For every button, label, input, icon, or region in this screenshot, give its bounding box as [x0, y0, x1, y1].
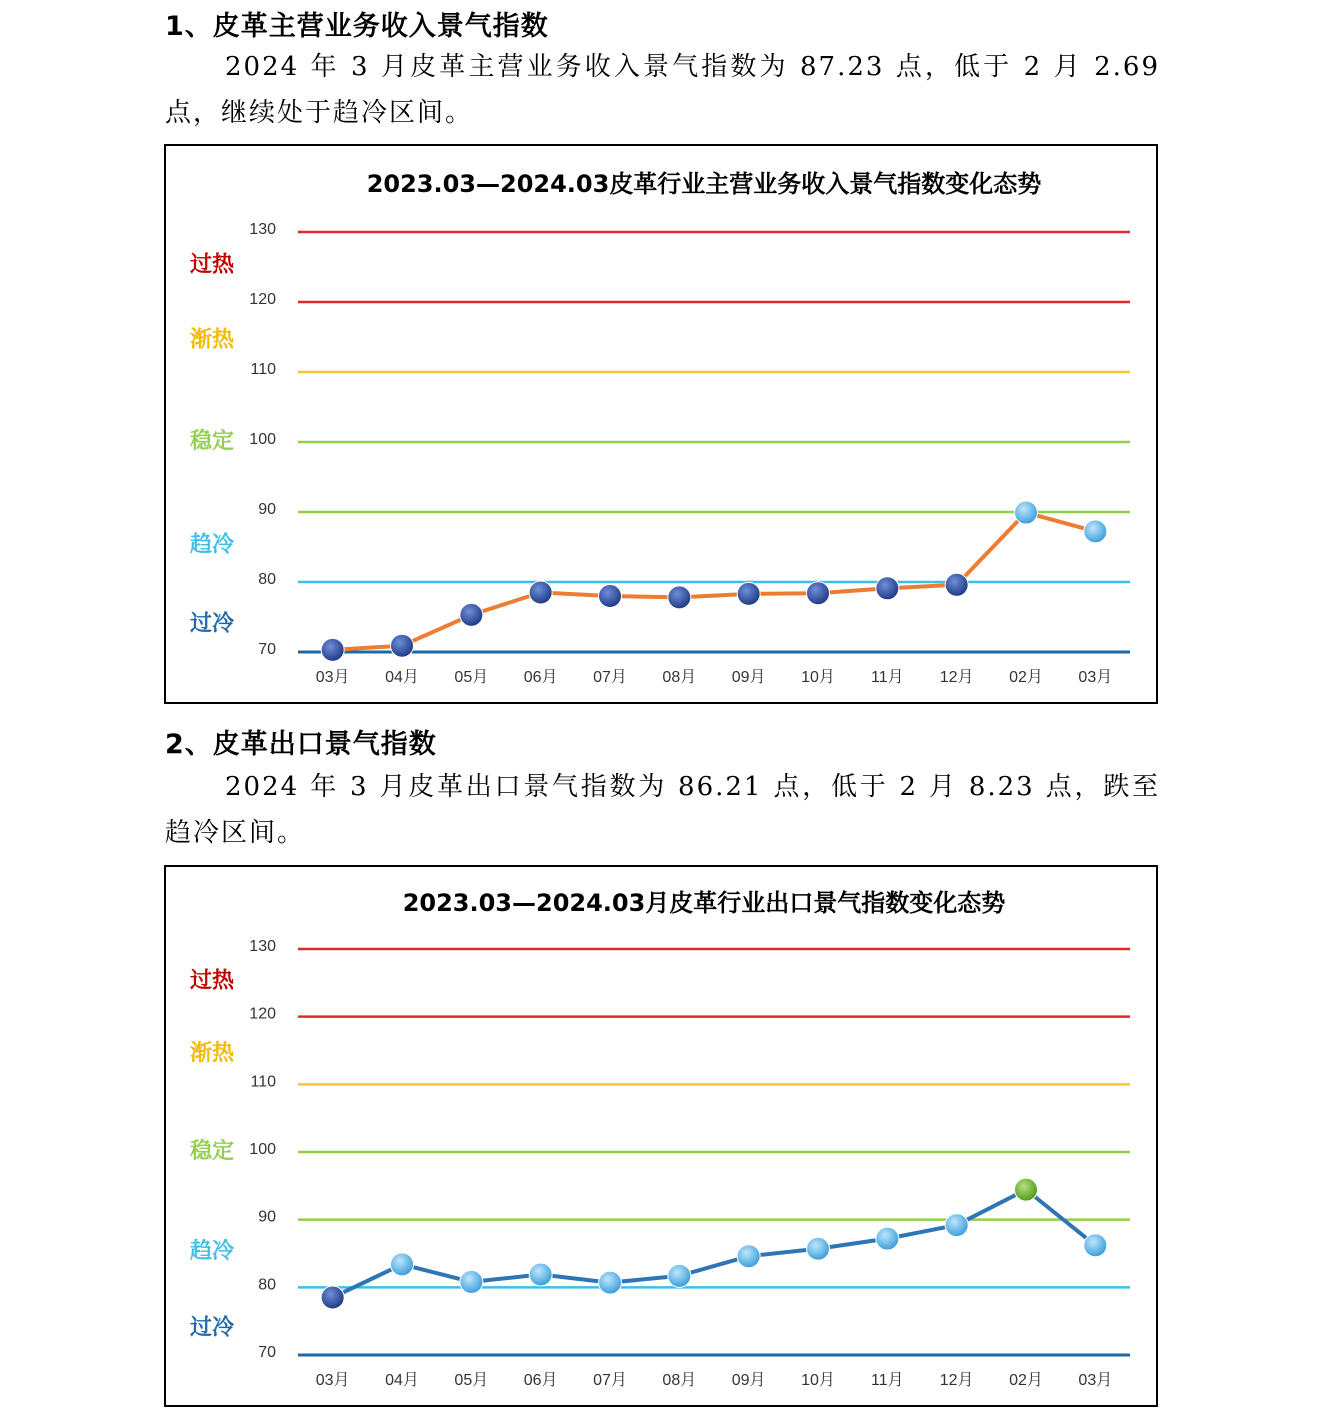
chart-title: 2023.03—2024.03皮革行业主营业务收入景气指数变化态势 — [366, 170, 1042, 198]
x-tick-label: 08月 — [662, 1372, 697, 1389]
data-point — [460, 1270, 483, 1293]
zone-label: 趋冷 — [190, 1239, 235, 1265]
section1-paragraph — [165, 44, 1160, 136]
x-tick-label: 05月 — [454, 1372, 489, 1389]
section2-heading: 2、皮革出口景气指数 — [165, 729, 437, 760]
data-point — [529, 581, 552, 604]
zone-label: 稳定 — [190, 1138, 235, 1164]
y-tick-label: 120 — [249, 291, 276, 308]
data-point — [1015, 501, 1038, 524]
y-tick-label: 100 — [249, 431, 276, 448]
x-tick-label: 02月 — [1009, 1372, 1043, 1389]
x-tick-label: 06月 — [523, 669, 558, 686]
data-point — [599, 585, 622, 608]
section1-paragraph-text: 2024 年 3 月皮革主营业务收入景气指数为 87.23 点，低于 2 月 2.69 点，继续处于趋冷区间。 — [165, 52, 1160, 128]
x-tick-label: 02月 — [1009, 669, 1043, 686]
x-tick-label: 12月 — [939, 1372, 974, 1389]
zone-label: 趋冷 — [190, 532, 235, 558]
zone-label: 过热 — [190, 968, 235, 994]
y-tick-label: 120 — [249, 1005, 276, 1023]
zone-label: 过冷 — [190, 1315, 235, 1341]
y-tick-label: 80 — [258, 571, 276, 588]
data-point — [529, 1263, 552, 1286]
zone-label: 过热 — [190, 252, 235, 278]
zone-label: 渐热 — [190, 327, 235, 353]
x-tick-label: 03月 — [315, 669, 350, 686]
x-tick-label: 07月 — [593, 1372, 627, 1389]
x-tick-label: 11月 — [871, 1372, 904, 1389]
y-tick-label: 130 — [249, 221, 276, 238]
y-tick-label: 70 — [258, 641, 276, 658]
y-tick-label: 110 — [250, 1073, 276, 1091]
data-point — [668, 1264, 691, 1287]
section1-heading: 1、皮革主营业务收入景气指数 — [165, 11, 549, 42]
y-tick-label: 110 — [250, 361, 276, 378]
y-tick-label: 80 — [258, 1276, 276, 1294]
x-tick-label: 12月 — [939, 669, 974, 686]
x-tick-label: 03月 — [1078, 1372, 1113, 1389]
data-point — [945, 1214, 968, 1237]
data-point — [391, 634, 414, 657]
data-point — [460, 603, 483, 626]
export-index-chart-svg — [166, 867, 1156, 1405]
x-tick-label: 03月 — [315, 1372, 350, 1389]
x-tick-label: 05月 — [454, 669, 489, 686]
x-tick-label: 08月 — [662, 669, 697, 686]
data-point — [599, 1271, 622, 1294]
y-tick-label: 70 — [258, 1344, 276, 1361]
x-tick-label: 07月 — [593, 669, 627, 686]
data-point — [321, 1286, 344, 1309]
y-tick-label: 90 — [258, 501, 276, 518]
data-point — [668, 586, 691, 609]
x-tick-label: 09月 — [731, 1372, 766, 1389]
series-line — [333, 1190, 1096, 1298]
data-point — [1015, 1178, 1038, 1201]
x-tick-label: 04月 — [385, 669, 419, 686]
data-point — [1084, 520, 1107, 543]
revenue-index-chart — [164, 144, 1158, 704]
y-tick-label: 130 — [249, 938, 276, 955]
data-point — [876, 1227, 899, 1250]
data-point — [1084, 1234, 1107, 1257]
data-point — [945, 573, 968, 596]
x-tick-label: 04月 — [385, 1372, 419, 1389]
data-point — [807, 582, 830, 605]
revenue-index-chart-svg — [166, 146, 1156, 702]
x-tick-label: 03月 — [1078, 669, 1113, 686]
zone-label: 过冷 — [190, 611, 235, 637]
data-point — [391, 1253, 414, 1276]
export-index-chart — [164, 865, 1158, 1407]
x-tick-label: 10月 — [801, 1372, 835, 1389]
zone-label: 稳定 — [190, 428, 235, 454]
section2-paragraph-text: 2024 年 3 月皮革出口景气指数为 86.21 点，低于 2 月 8.23 点，跌至趋冷区间。 — [165, 772, 1160, 848]
x-tick-label: 06月 — [523, 1372, 558, 1389]
data-point — [737, 1245, 760, 1268]
x-tick-label: 09月 — [731, 669, 766, 686]
y-tick-label: 100 — [249, 1141, 276, 1158]
x-tick-label: 10月 — [801, 669, 835, 686]
section2-paragraph — [165, 764, 1160, 856]
chart-title: 2023.03—2024.03月皮革行业出口景气指数变化态势 — [402, 889, 1006, 917]
data-point — [737, 582, 760, 605]
x-tick-label: 11月 — [871, 669, 904, 686]
zone-label: 渐热 — [190, 1040, 235, 1066]
data-point — [807, 1237, 830, 1260]
y-tick-label: 90 — [258, 1208, 276, 1226]
data-point — [876, 577, 899, 600]
data-point — [321, 638, 344, 661]
